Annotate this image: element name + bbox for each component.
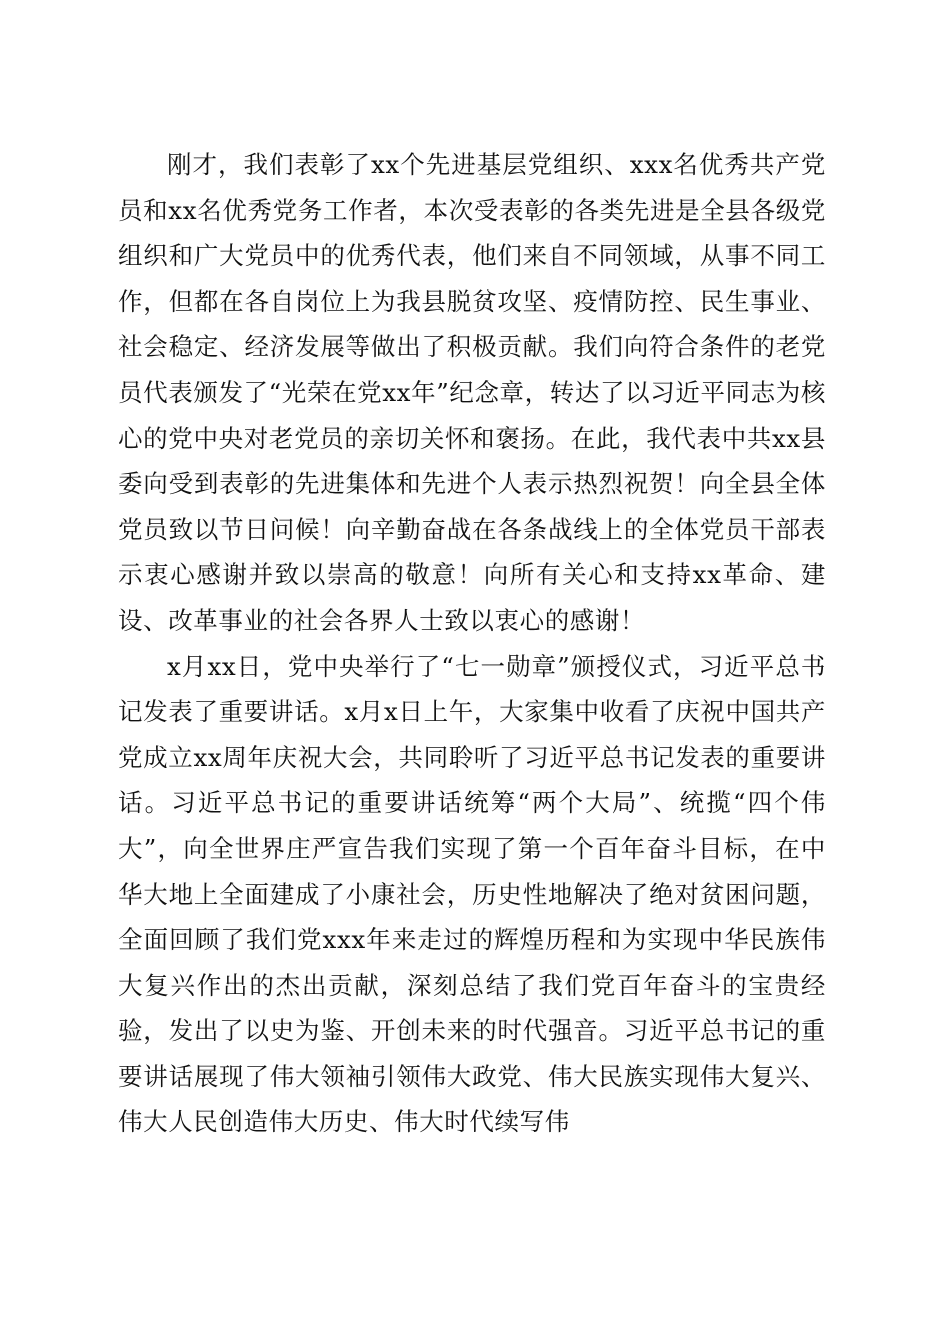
paragraph-commendation: 刚才，我们表彰了xx个先进基层党组织、xxx名优秀共产党员和xx名优秀党务工作者，本次受表彰的各类先进是全县各级党组织和广大党员中的优秀代表，他们来自不同领域，从事不同工作，但都在各自岗位上为我县脱贫攻坚、疫情防控、民生事业、社会稳定、经济发展等做出了积极贡献。我们向符合条件的老党员代表颁发了“光荣在党xx年”纪念章，转达了以习近平同志为核心的党中央对老党员的亲切关怀和褒扬。在此，我代表中共xx县委向受到表彰的先进集体和先进个人表示热烈祝贺！向全县全体党员致以节日问候！向辛勤奋战在各条战线上的全体党员干部表示衷心感谢并致以崇高的敬意！向所有关心和支持xx革命、建设、改革事业的社会各界人士致以衷心的感谢！: [118, 150, 826, 635]
paragraph-speech: x月xx日，党中央举行了“七一勋章”颁授仪式，习近平总书记发表了重要讲话。x月x日上午，大家集中收看了庆祝中国共产党成立xx周年庆祝大会，共同聆听了习近平总书记发表的重要讲话。习近平总书记的重要讲话统筹“两个大局”、统揽“四个伟大”，向全世界庄严宣告我们实现了第一个百年奋斗目标，在中华大地上全面建成了小康社会，历史性地解决了绝对贫困问题，全面回顾了我们党xxx年来走过的辉煌历程和为实现中华民族伟大复兴作出的杰出贡献，深刻总结了我们党百年奋斗的宝贵经验，发出了以史为鉴、开创未来的时代强音。习近平总书记的重要讲话展现了伟大领袖引领伟大政党、伟大民族实现伟大复兴、伟大人民创造伟大历史、伟大时代续写伟: [118, 651, 826, 1137]
document-body: [118, 142, 826, 1145]
